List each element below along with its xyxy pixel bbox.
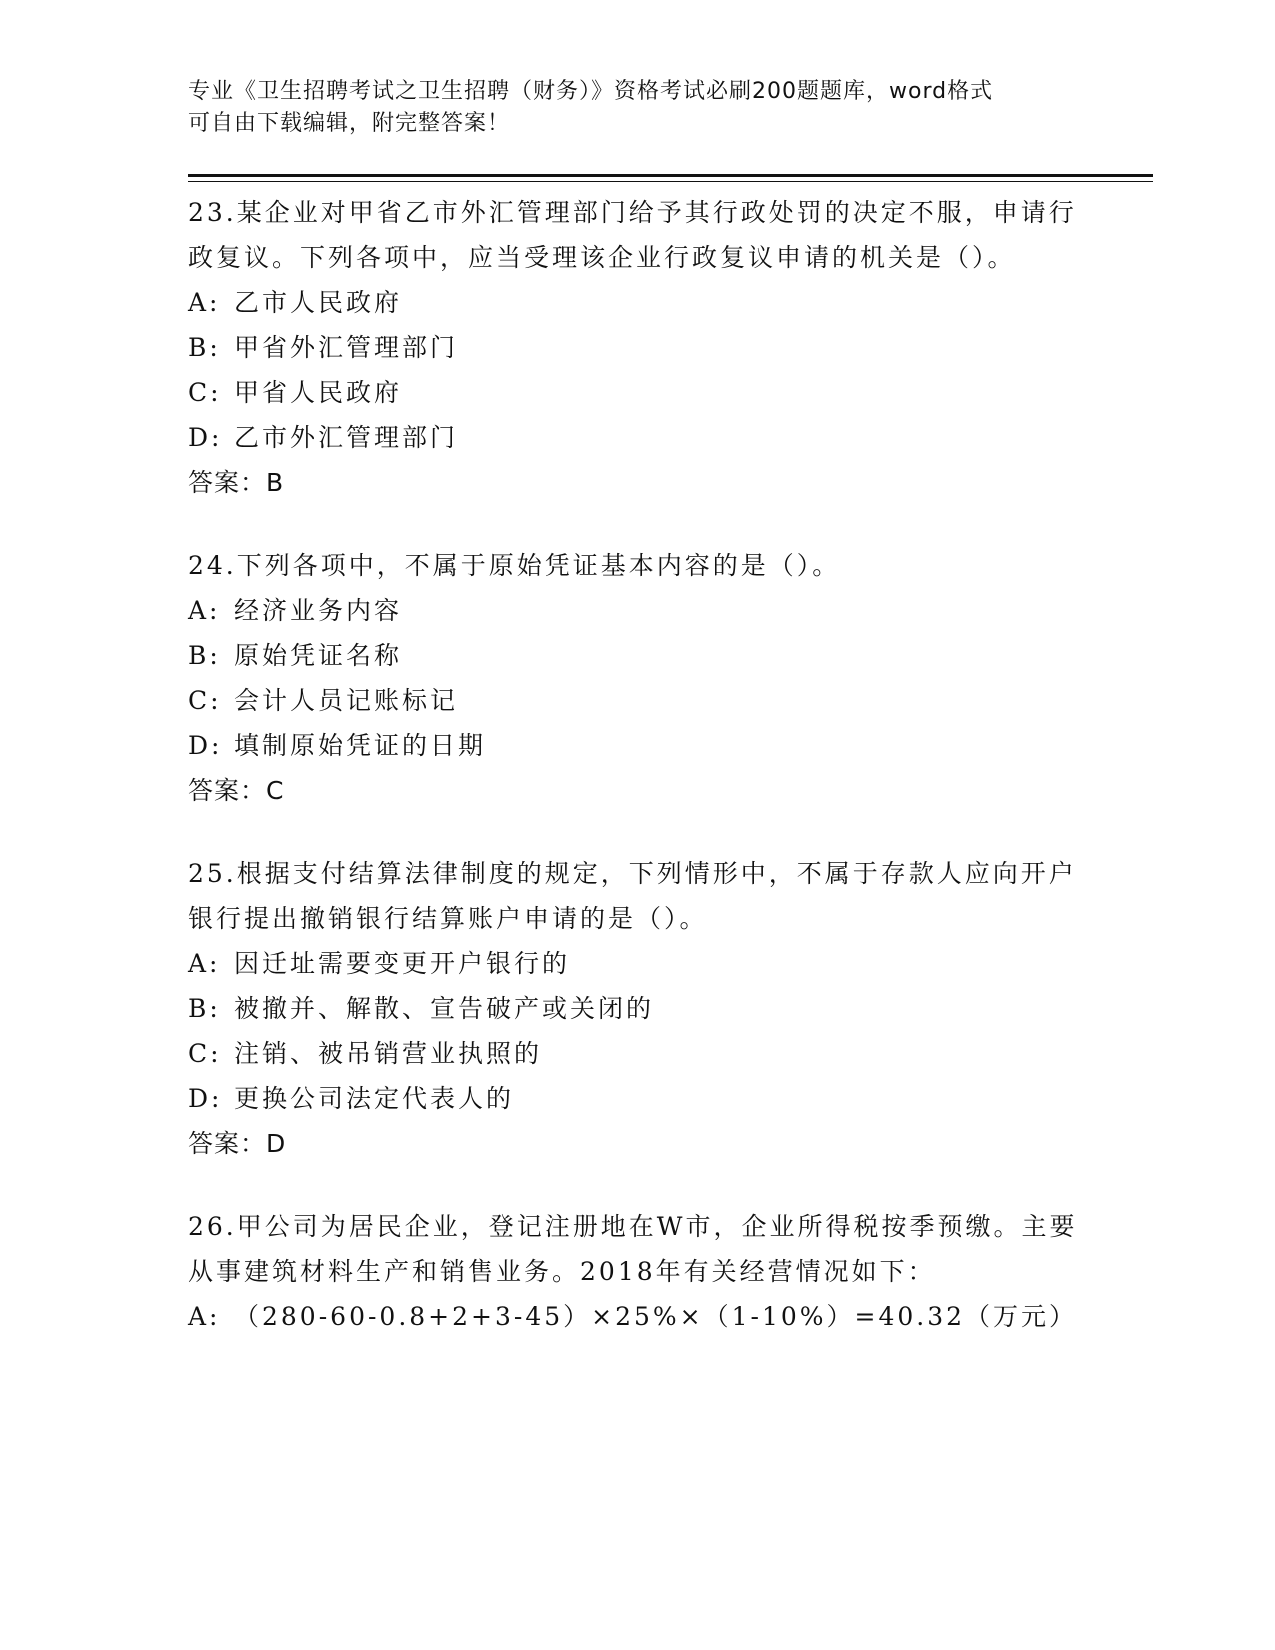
- option-a: [188, 588, 1088, 633]
- option-c: [188, 370, 1088, 415]
- option-text: 甲省外汇管理部门: [234, 333, 459, 362]
- option-key: A:: [188, 1302, 221, 1331]
- option-d: [188, 723, 1088, 768]
- option-b: [188, 325, 1088, 370]
- option-a: [188, 1294, 1088, 1339]
- option-key: D:: [188, 1084, 223, 1113]
- option-key: B:: [188, 333, 221, 362]
- option-key: A:: [188, 288, 221, 317]
- answer-line: 答案：B: [188, 468, 285, 497]
- option-key: D:: [188, 731, 223, 760]
- option-b: [188, 986, 1088, 1031]
- document-header: [188, 76, 1068, 140]
- option-key: A:: [188, 949, 221, 978]
- option-key: B:: [188, 994, 221, 1023]
- option-d: [188, 415, 1088, 460]
- option-text: 被撤并、解散、宣告破产或关闭的: [234, 994, 655, 1023]
- option-a: [188, 941, 1088, 986]
- option-text: （280-60-0.8+2+3-45）×25%×（1-10%）=40.32（万元）: [234, 1302, 1078, 1331]
- option-text: 因迁址需要变更开户银行的: [234, 949, 571, 978]
- question-list: [188, 190, 1088, 1377]
- question-stem: 26.甲公司为居民企业，登记注册地在W市，企业所得税按季预缴。主要从事建筑材料生产和销售业务。2018年有关经营情况如下：: [188, 1212, 1078, 1286]
- option-text: 注销、被吊销营业执照的: [234, 1039, 543, 1068]
- header-divider-thick: [188, 174, 1153, 177]
- option-text: 甲省人民政府: [234, 378, 403, 407]
- question-25: [188, 851, 1088, 1166]
- option-key: C:: [188, 378, 222, 407]
- option-b: [188, 633, 1088, 678]
- answer-line: 答案：C: [188, 776, 285, 805]
- option-text: 填制原始凭证的日期: [234, 731, 487, 760]
- option-key: D:: [188, 423, 223, 452]
- option-key: A:: [188, 596, 221, 625]
- option-text: 原始凭证名称: [234, 641, 403, 670]
- option-text: 乙市人民政府: [234, 288, 403, 317]
- option-key: C:: [188, 1039, 222, 1068]
- question-23: [188, 190, 1088, 505]
- question-stem: 23.某企业对甲省乙市外汇管理部门给予其行政处罚的决定不服，申请行政复议。下列各项中，应当受理该企业行政复议申请的机关是（）。: [188, 198, 1077, 272]
- option-d: [188, 1076, 1088, 1121]
- answer-line: 答案：D: [188, 1129, 287, 1158]
- header-divider-thin: [188, 181, 1153, 182]
- option-key: B:: [188, 641, 221, 670]
- option-c: [188, 678, 1088, 723]
- option-key: C:: [188, 686, 222, 715]
- option-text: 会计人员记账标记: [234, 686, 459, 715]
- option-text: 经济业务内容: [234, 596, 403, 625]
- question-stem: 25.根据支付结算法律制度的规定，下列情形中，不属于存款人应向开户银行提出撤销银行结算账户申请的是（）。: [188, 859, 1077, 933]
- question-24: [188, 543, 1088, 813]
- header-title-line-1: 专业《卫生招聘考试之卫生招聘（财务）》资格考试必刷200题题库，word格式: [188, 79, 994, 104]
- option-a: [188, 280, 1088, 325]
- option-text: 乙市外汇管理部门: [234, 423, 459, 452]
- option-c: [188, 1031, 1088, 1076]
- header-title-line-2: 可自由下载编辑，附完整答案！: [188, 111, 511, 136]
- question-stem: 24.下列各项中，不属于原始凭证基本内容的是（）。: [188, 551, 841, 580]
- question-26: [188, 1204, 1088, 1339]
- option-text: 更换公司法定代表人的: [234, 1084, 515, 1113]
